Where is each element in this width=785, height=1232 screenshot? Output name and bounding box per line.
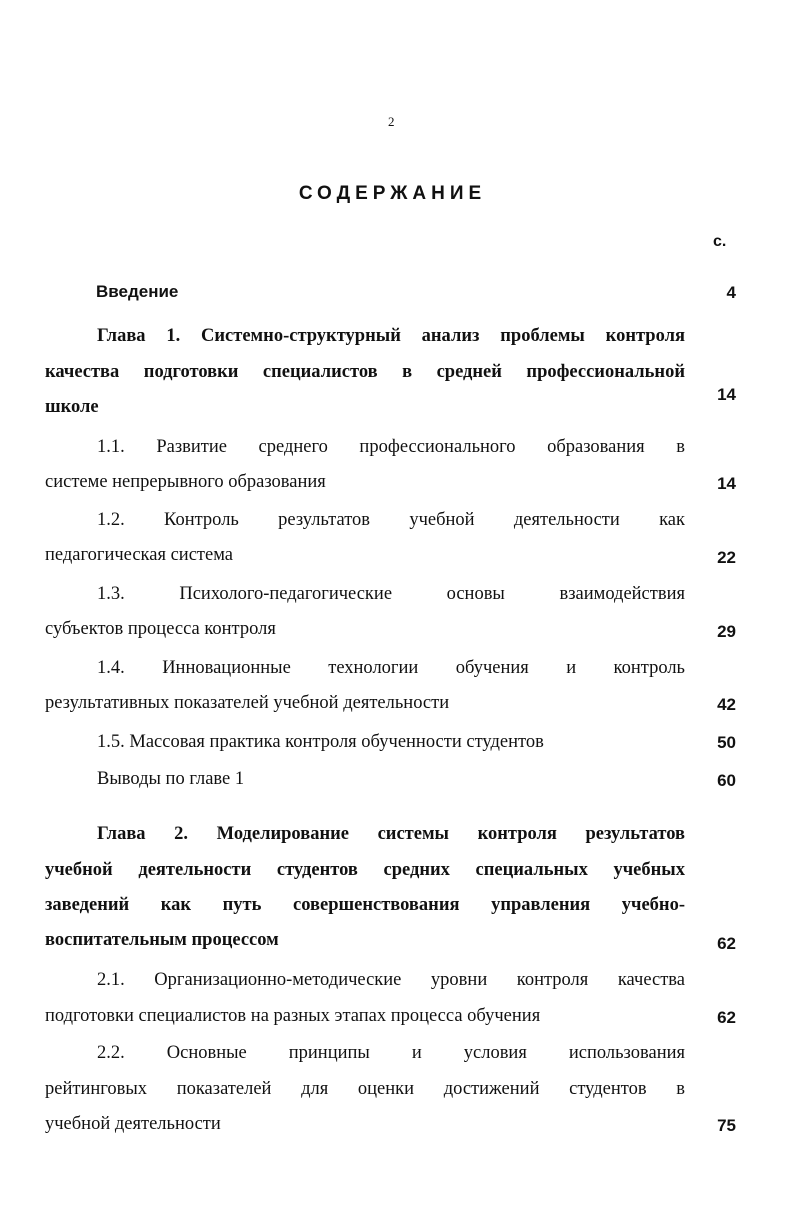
toc-page-number: 4 bbox=[726, 283, 736, 302]
toc-page-number: 75 bbox=[717, 1116, 736, 1135]
section-line: подготовки специалистов на разных этапах процесса обучения bbox=[45, 1006, 541, 1026]
toc-page-number: 60 bbox=[717, 771, 736, 790]
section-line: Выводы по главе 1 bbox=[97, 769, 245, 789]
chapter-line: учебной деятельности студентов средних специальных учебных bbox=[45, 860, 685, 880]
toc-entry-introduction: Введение bbox=[96, 282, 179, 301]
toc-page-number: 50 bbox=[717, 733, 736, 752]
toc-page-number: 29 bbox=[717, 622, 736, 641]
section-line: рейтинговых показателей для оценки достижений студентов в bbox=[45, 1079, 685, 1099]
section-line: результативных показателей учебной деятельности bbox=[45, 693, 450, 713]
toc-title: СОДЕРЖАНИЕ bbox=[298, 183, 487, 204]
section-line: 1.2. Контроль результатов учебной деятельности как bbox=[97, 510, 685, 530]
toc-page-number: 14 bbox=[717, 385, 736, 404]
chapter-line: заведений как путь совершенствования управления учебно- bbox=[45, 895, 685, 915]
toc-page-number: 14 bbox=[717, 474, 736, 493]
section-line: системе непрерывного образования bbox=[45, 472, 326, 492]
section-line: 1.1. Развитие среднего профессионального образования в bbox=[97, 437, 685, 457]
chapter-line: Глава 2. Моделирование системы контроля результатов bbox=[97, 824, 685, 844]
page-number: 2 bbox=[388, 114, 395, 129]
toc-page-number: 42 bbox=[717, 695, 736, 714]
section-line: 2.1. Организационно-методические уровни контроля качества bbox=[97, 970, 685, 990]
chapter-line: школе bbox=[45, 397, 99, 417]
toc-page-number: 62 bbox=[717, 1008, 736, 1027]
toc-page-number: 22 bbox=[717, 548, 736, 567]
section-line: 1.4. Инновационные технологии обучения и контроль bbox=[97, 658, 685, 678]
chapter-line: качества подготовки специалистов в средней профессиональной bbox=[45, 362, 685, 382]
section-line: учебной деятельности bbox=[45, 1114, 221, 1134]
section-line: 1.5. Массовая практика контроля обученности студентов bbox=[97, 732, 544, 752]
section-line: 1.3. Психолого-педагогические основы взаимодействия bbox=[97, 584, 685, 604]
page-column-label: с. bbox=[713, 233, 727, 250]
section-line: субъектов процесса контроля bbox=[45, 619, 276, 639]
toc-page-number: 62 bbox=[717, 934, 736, 953]
chapter-line: Глава 1. Системно-структурный анализ проблемы контроля bbox=[97, 326, 685, 346]
section-line: 2.2. Основные принципы и условия использования bbox=[97, 1043, 685, 1063]
section-line: педагогическая система bbox=[45, 545, 234, 565]
chapter-line: воспитательным процессом bbox=[45, 930, 279, 950]
